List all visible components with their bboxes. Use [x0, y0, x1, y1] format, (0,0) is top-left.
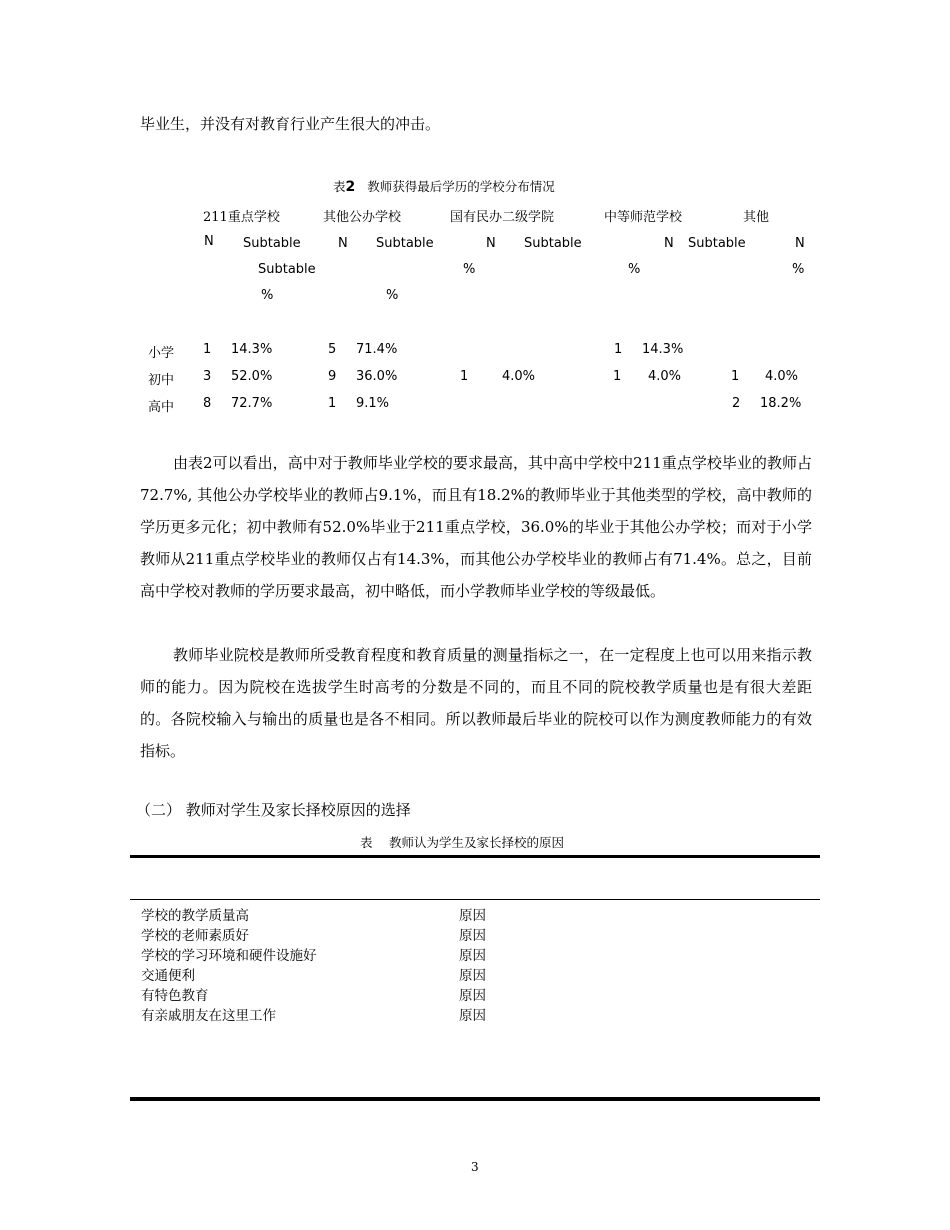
table2-caption	[333, 177, 555, 195]
row-label-primary: 小学	[148, 346, 175, 361]
cell-n: 1	[614, 342, 623, 357]
cell-n: 1	[203, 342, 212, 357]
table3-bottom-rule	[130, 1097, 820, 1101]
table2-caption-text: 教师获得最后学历的学校分布情况	[367, 179, 555, 194]
table2-caption-number: 2	[345, 179, 356, 195]
page-number: 3	[471, 1160, 479, 1174]
cell-pct: 14.3%	[231, 342, 273, 357]
col-subtable-3: Subtable	[524, 236, 582, 251]
col-n-1: N	[204, 234, 214, 249]
table3-row-value: 原因	[459, 928, 486, 944]
col-n-5: N	[795, 236, 805, 251]
col-subtable-2: Subtable	[376, 236, 434, 251]
table3-row-item: 有亲戚朋友在这里工作	[141, 1008, 276, 1024]
table2-caption-prefix: 表	[333, 179, 346, 194]
col-n-2: N	[338, 236, 348, 251]
cell-pct: 14.3%	[642, 342, 684, 357]
col-n-3: N	[486, 236, 496, 251]
table3-row-value: 原因	[459, 908, 486, 924]
col-subtable-4: Subtable	[688, 236, 746, 251]
cell-n: 8	[203, 396, 212, 411]
cell-n: 1	[731, 369, 740, 384]
cell-n: 1	[613, 369, 622, 384]
section-heading: （二） 教师对学生及家长择校原因的选择	[136, 801, 411, 819]
cell-pct: 52.0%	[231, 369, 273, 384]
cell-pct: 4.0%	[648, 369, 682, 384]
cell-n: 3	[203, 369, 212, 384]
table3-caption: 表 教师认为学生及家长择校的原因	[360, 835, 564, 850]
row-label-junior: 初中	[148, 373, 175, 388]
table3-top-rule	[130, 855, 820, 858]
table3-header-rule	[130, 899, 820, 900]
col-subtable-1b: Subtable	[258, 262, 316, 277]
cell-pct: 72.7%	[231, 396, 273, 411]
cell-pct: 4.0%	[765, 369, 799, 384]
intro-line: 毕业生，并没有对教育行业产生很大的冲击。	[140, 115, 441, 133]
table3-row-item: 学校的教学质量高	[141, 908, 249, 924]
cell-pct: 36.0%	[356, 369, 398, 384]
col-group-public: 其他公办学校	[323, 210, 402, 225]
table3-row-item: 有特色教育	[141, 988, 209, 1004]
table3-row-value: 原因	[459, 1008, 486, 1024]
table3-row-value: 原因	[459, 988, 486, 1004]
col-subtable-1: Subtable	[243, 236, 301, 251]
cell-n: 1	[460, 369, 469, 384]
col-pct-3: %	[463, 262, 476, 277]
cell-pct: 9.1%	[356, 396, 390, 411]
table3-row-item: 交通便利	[141, 968, 195, 984]
col-pct-2: %	[386, 288, 399, 303]
table3-row-value: 原因	[459, 948, 486, 964]
cell-pct: 18.2%	[760, 396, 802, 411]
cell-pct: 4.0%	[502, 369, 536, 384]
cell-n: 5	[328, 342, 337, 357]
col-group-other: 其他	[743, 210, 770, 225]
table3-row-value: 原因	[459, 968, 486, 984]
col-group-private-college: 国有民办二级学院	[450, 210, 555, 225]
cell-n: 9	[328, 369, 337, 384]
row-label-senior: 高中	[148, 400, 175, 415]
cell-n: 2	[732, 396, 741, 411]
cell-n: 1	[328, 396, 337, 411]
col-group-211: 211重点学校	[203, 210, 280, 225]
col-pct-1: %	[261, 288, 274, 303]
paragraph-indicator: 教师毕业院校是教师所受教育程度和教育质量的测量指标之一，在一定程度上也可以用来指示教师的能力。因为院校在选拔学生时高考的分数是不同的，而且不同的院校教学质量也是有很大差距的。各院校输入与输出的质量也是各不相同。所以教师最后毕业的院校可以作为测度教师能力的有效指标。	[140, 646, 812, 760]
table3-row-item: 学校的老师素质好	[141, 928, 249, 944]
col-group-normal-school: 中等师范学校	[604, 210, 683, 225]
col-pct-4: %	[628, 262, 641, 277]
col-n-4: N	[664, 236, 674, 251]
col-pct-5: %	[792, 262, 805, 277]
table3-row-item: 学校的学习环境和硬件设施好	[141, 948, 317, 964]
cell-pct: 71.4%	[356, 342, 398, 357]
paragraph-analysis: 由表2可以看出，高中对于教师毕业学校的要求最高，其中高中学校中211重点学校毕业的教师占72.7%, 其他公办学校毕业的教师占9.1%，而且有18.2%的教师毕业于其他类型的学校，高中教师的学历更多元化；初中教师有52.0%毕业于211重点学校，36.0%的毕业于其他公办学校；而对于小学教师从211重点学校毕业的教师仅占有14.3%，而其他公办学校毕业的教师占有71.4%。总之，目前高中学校对教师的学历要求最高，初中略低，而小学教师毕业学校的等级最低。	[140, 454, 812, 600]
